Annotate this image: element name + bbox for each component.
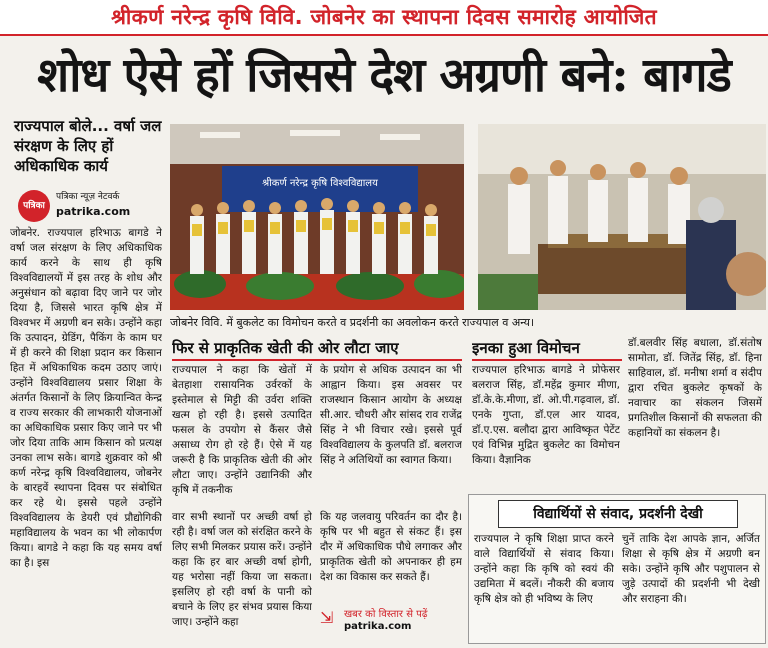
byline-site: patrika.com bbox=[56, 205, 131, 218]
section2-title: इनका हुआ विमोचन bbox=[472, 339, 580, 357]
article-column-1: जोबनेर. राज्यपाल हरिभाऊ बागडे ने वर्षा जल संरक्षण के लिए अधिकाधिक कार्य करने के साथ ही कृषि विश्वविद्यालयों में इस तरह के शोध और अनुसंधान को बढ़ावा दिए जाने पर जोर दिया है, जिससे भारत कृषि क्षेत्र में विश्वभर में अग्रणी बन सके। उन्होंने कहा कि उत्पादन, ग्रेडिंग, पैकिंग के काम घर में ही करने की शिक्षा प्रदान कर किसान हित में अधिकाधिक कदम उठाए जाएं। उन्होंने विश्वविद्यालय प्रसार शिक्षा के अंतर्गत किसानों के लिए क्रियान्वित केन्द्र व राज्य सरकार की लाभकारी योजनाओं का अधिकाधिक प्रसार किए जाने पर भी जोर दिया ताकि आम किसान को प्रत्यक्ष उनका लाभ सके। बागडे शुक्रवार को श्री कर्ण नरेन्द्र कृषि विश्वविद्यालय, जोबनेर के बारहवें स्थापना दिवस पर संबोधित कर रहे थे। इससे पहले उन्होंने विश्वविद्यालय के डेयरी एवं प्रौद्योगिकी महाविद्यालय के भवन का भी लोकार्पण किया। बागडे ने कहा कि यह समय वर्षा का है। इस bbox=[10, 227, 162, 569]
exhibition-illustration bbox=[478, 124, 766, 310]
article-column-lower-a: वार सभी स्थानों पर अच्छी वर्षा हो रही है। वर्षा जल को संरक्षित करने के लिए सभी मिलकर प्रयास करें। उन्होंने कहा कि हर बार अच्छी वर्षा होगी, यह भरोसा नहीं किया जा सकता। इसलिए हो रही वर्षा के पानी को बचाने के लिए हर संभव प्रयास किया जाए। उन्होंने कहा bbox=[172, 511, 312, 628]
main-headline: शोध ऐसे हों जिससे देश अग्रणी बने: बागडे bbox=[37, 48, 731, 103]
byline bbox=[18, 190, 168, 224]
read-more-box[interactable] bbox=[320, 604, 462, 638]
section3-title: विद्यार्थियों से संवाद, प्रदर्शनी देखी bbox=[498, 500, 738, 528]
section2-col-a: राज्यपाल हरिभाऊ बागडे ने प्रोफेसर बलराज सिंह, डॉ.महेंद्र कुमार मीणा, डॉ.के.के.मीणा, डॉ. ओ.पी.गढ़वाल, डॉ. एनके गुप्ता, डॉ.एल आर यादव, डॉ.ए.एस. बलौदा द्वारा आविष्कृत पेटेंट एवं विभिन्न मुद्रित बुकलेट का विमोचन किया। वैज्ञानिक bbox=[472, 364, 620, 466]
byline-network: पत्रिका न्यूज़ नेटवर्क bbox=[56, 192, 120, 202]
section1-col-a: राज्यपाल ने कहा कि खेतों में बेतहाशा रासायनिक उर्वरकों के इस्तेमाल से मिट्टी की उर्वरा शक्ति खत्म हो रही है। इससे उत्पादित फसल के उपयोग से कैंसर जैसे असाध्य रोग हो रहे हैं। ऐसे में यह जरूरी है कि प्राकृतिक खेती की ओर लौटा जाए। उन्होंने उद्यानिकी और कृषि में तकनीक bbox=[172, 364, 312, 496]
photo-booklet-release bbox=[170, 124, 464, 310]
patrika-logo: पत्रिका bbox=[18, 190, 50, 222]
section2-rule bbox=[472, 359, 622, 361]
read-more-site: patrika.com bbox=[344, 621, 412, 632]
read-more-label: खबर को विस्तार से पढ़ें bbox=[344, 609, 428, 620]
section3-col-b: चुनें ताकि देश आपके ज्ञान, अर्जित शिक्षा से कृषि क्षेत्र में अग्रणी बन सके। उन्होंने कृषि और पशुपालन से जुड़े उत्पादों की प्रदर्शनी भी देखी और सराहना की। bbox=[622, 533, 760, 605]
subheadline: राज्यपाल बोले... वर्षा जल संरक्षण के लिए हों अधिकाधिक कार्य bbox=[14, 117, 162, 175]
section3-col-a: राज्यपाल ने कृषि शिक्षा प्राप्त करने वाले विद्यार्थियों से संवाद किया। उन्होंने कहा कि कृषि को स्वयं की उद्यमिता में बदलें। नौकरी की बजाय कृषि क्षेत्र को ही भविष्य के लिए bbox=[474, 533, 614, 605]
section2-col-b: डॉ.बलवीर सिंह बधाला, डॉ.संतोष सामोता, डॉ. जितेंद्र सिंह, डॉ. हिना साहिवाल, डॉ. मनीषा शर्मा व संदीप द्वारा रचित बुकलेट कृषकों के नवाचार का संकलन जिसमें प्रगतिशील किसानों की सफलता की कहानियों का संकलन है। bbox=[628, 337, 762, 439]
section1-title: फिर से प्राकृतिक खेती की ओर लौटा जाए bbox=[172, 339, 399, 357]
stage-illustration bbox=[170, 124, 464, 310]
section1-col-b: के प्रयोग से अधिक उत्पादन का भी आह्वान किया। इस अवसर पर राजस्थान किसान आयोग के अध्यक्ष सी.आर. चौधरी और सांसद राव राजेंद्र सिंह ने भी विचार रखे। इससे पूर्व विश्वविद्यालय के कुलपति डॉ. बलराज सिंह ने अतिथियों का स्वागत किया। bbox=[320, 364, 462, 466]
photo-exhibition-visit bbox=[478, 124, 766, 310]
photo-caption: जोबनेर विवि. में बुकलेट का विमोचन करते व प्रदर्शनी का अवलोकन करते राज्यपाल व अन्य। bbox=[170, 316, 535, 329]
section1-rule bbox=[172, 359, 462, 361]
read-more-arrow-icon: ⇲ bbox=[320, 608, 334, 627]
stage-banner-text: श्रीकर्ण नरेन्द्र कृषि विश्वविद्यालय bbox=[262, 178, 378, 189]
kicker-headline: श्रीकर्ण नरेन्द्र कृषि विवि. जोबनेर का स्थापना दिवस समारोह आयोजित bbox=[0, 0, 768, 36]
article-column-lower-b: कि यह जलवायु परिवर्तन का दौर है। कृषि पर भी बहुत से संकट हैं। इस दौर में अधिकाधिक पौधे लगाकर और प्राकृतिक खेती को अपनाकर ही हम देश का विकास कर सकते हैं। bbox=[320, 511, 462, 583]
